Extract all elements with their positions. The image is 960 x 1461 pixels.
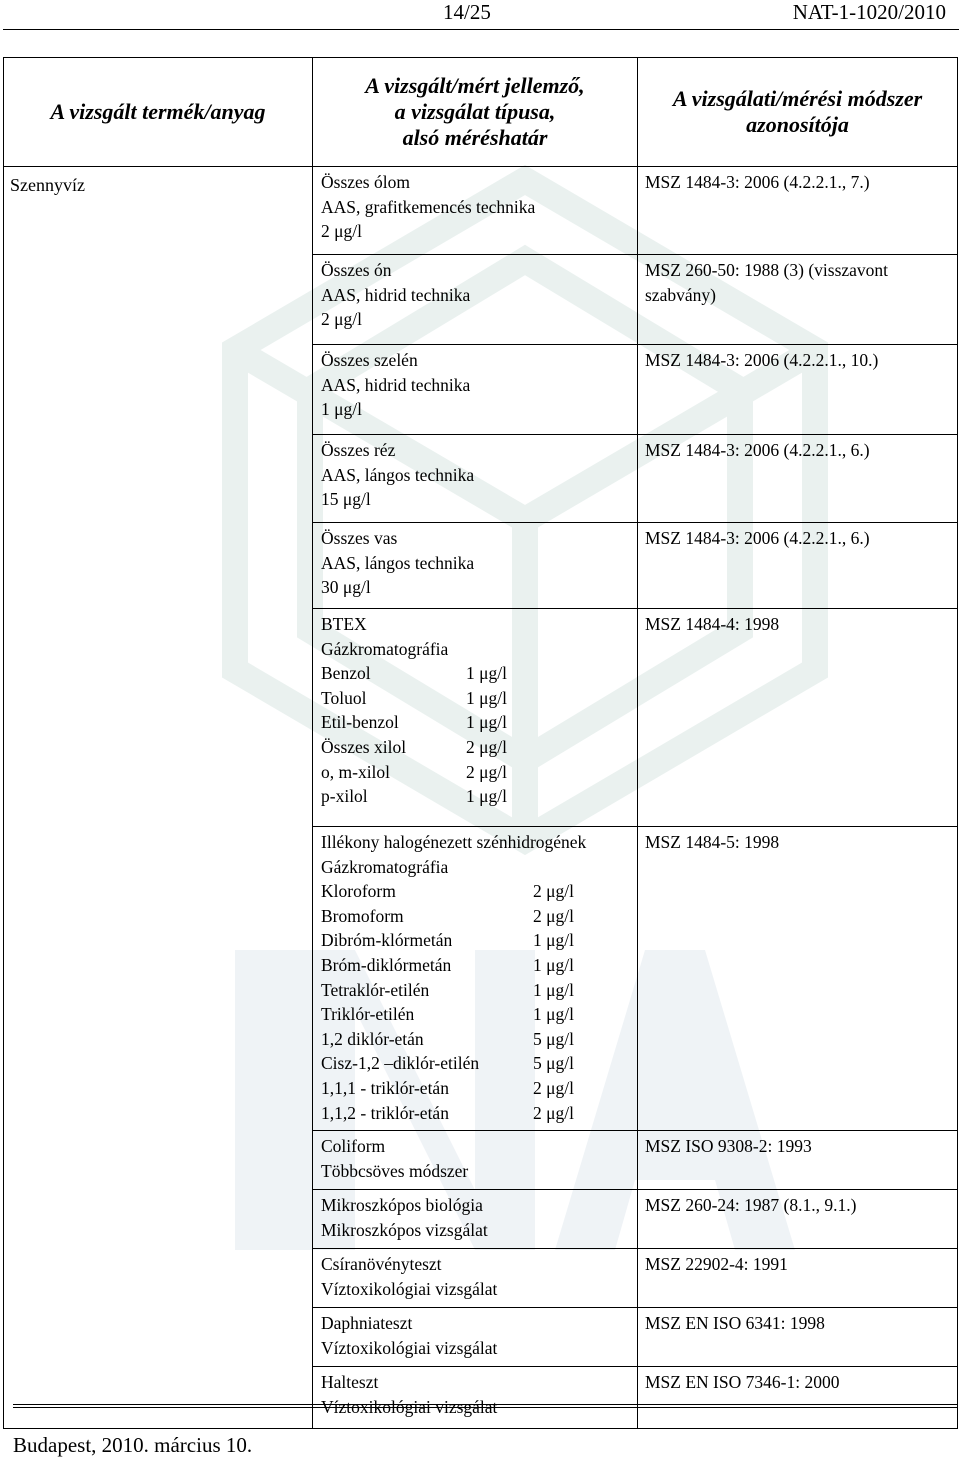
column-header-line: a vizsgálat típusa, (394, 99, 556, 124)
component-name: Triklór-etilén (321, 1004, 415, 1025)
property-line: Összes vas (321, 528, 398, 548)
component-row (321, 686, 637, 711)
property-block (313, 1130, 637, 1189)
method-id: MSZ 1484-5: 1998 (645, 832, 780, 852)
column-header-property (313, 58, 638, 167)
table-header-row (4, 58, 958, 167)
component-name: Tetraklór-etilén (321, 979, 430, 1000)
property-line: Coliform (321, 1136, 386, 1156)
property-line: 2 μg/l (321, 309, 362, 330)
property-line: Összes ólom (321, 172, 410, 192)
component-row (321, 710, 637, 735)
property-line: Gázkromatográfia (321, 856, 449, 877)
property-block (313, 826, 637, 1130)
property-block (313, 167, 637, 254)
method-id: MSZ 1484-3: 2006 (4.2.2.1., 6.) (645, 440, 870, 460)
method-id: MSZ 1484-3: 2006 (4.2.2.1., 7.) (645, 172, 870, 192)
component-row (321, 784, 637, 809)
property-line: Mikroszkópos vizsgálat (321, 1219, 488, 1240)
document-code: NAT-1-1020/2010 (792, 0, 946, 24)
property-block (313, 434, 637, 522)
property-line: Összes szelén (321, 350, 418, 370)
footer-rule-double (13, 1407, 957, 1408)
method-id: MSZ 260-50: 1988 (3) (visszavont (645, 260, 889, 280)
method-id: MSZ EN ISO 6341: 1998 (645, 1313, 825, 1333)
method-id: MSZ 260-24: 1987 (8.1., 9.1.) (645, 1195, 857, 1215)
detection-limit: 2 μg/l (533, 881, 574, 902)
column-header-product (4, 58, 313, 167)
component-name: Cisz-1,2 –diklór-etilén (321, 1053, 480, 1074)
component-row (321, 1002, 637, 1027)
method-block (638, 254, 957, 344)
method-id: MSZ 1484-3: 2006 (4.2.2.1., 6.) (645, 528, 870, 548)
method-block (638, 522, 957, 608)
product-name: Szennyvíz (10, 175, 85, 195)
column-header-method (638, 58, 958, 167)
detection-limit: 1 μg/l (466, 712, 507, 733)
method-id: MSZ ISO 9308-2: 1993 (645, 1136, 812, 1156)
property-line: AAS, lángos technika (321, 464, 475, 485)
property-line: Mikroszkópos biológia (321, 1195, 483, 1215)
property-line: AAS, hidrid technika (321, 284, 471, 305)
property-line: Összes réz (321, 440, 396, 460)
method-block (638, 1307, 957, 1366)
component-row (321, 904, 637, 929)
property-line: Víztoxikológiai vizsgálat (321, 1278, 498, 1299)
component-row (321, 760, 637, 785)
detection-limit: 1 μg/l (533, 1004, 574, 1025)
property-line: 2 μg/l (321, 221, 362, 242)
component-name: 1,1,1 - triklór-etán (321, 1077, 449, 1098)
method-block (638, 434, 957, 522)
property-block (313, 1248, 637, 1307)
method-id: szabvány) (645, 284, 716, 305)
property-cell (313, 167, 638, 1429)
footer-rule (13, 1404, 957, 1405)
method-block (638, 167, 957, 254)
product-cell (4, 167, 313, 1429)
property-block (313, 254, 637, 344)
component-name: Összes xilol (321, 736, 407, 757)
accreditation-table (3, 57, 958, 1429)
column-header-line: alsó méréshatár (402, 125, 548, 150)
property-block (313, 522, 637, 608)
method-block (638, 344, 957, 434)
component-name: 1,1,2 - triklór-etán (321, 1102, 449, 1123)
component-row (321, 978, 637, 1003)
component-name: Toluol (321, 687, 367, 708)
column-header-line: A vizsgált termék/anyag (50, 99, 266, 124)
component-name: Bróm-diklórmetán (321, 954, 452, 975)
component-row (321, 735, 637, 760)
property-line: Összes ón (321, 260, 392, 280)
column-header-line: azonosítója (746, 112, 849, 137)
property-block (313, 608, 637, 826)
component-row (321, 1076, 637, 1101)
property-block (313, 1307, 637, 1366)
component-row (321, 879, 637, 904)
method-block (638, 1366, 957, 1428)
method-cell (638, 167, 958, 1429)
component-row (321, 928, 637, 953)
detection-limit: 1 μg/l (466, 786, 507, 807)
property-line: 15 μg/l (321, 489, 371, 510)
detection-limit: 5 μg/l (533, 1028, 574, 1049)
property-block (313, 1366, 637, 1428)
property-block (313, 1189, 637, 1248)
property-line: Daphniateszt (321, 1313, 413, 1333)
detection-limit: 2 μg/l (466, 736, 507, 757)
component-name: Etil-benzol (321, 712, 399, 733)
method-block (638, 1248, 957, 1307)
method-block (638, 826, 957, 1130)
component-name: 1,2 diklór-etán (321, 1028, 424, 1049)
property-line: Halteszt (321, 1372, 379, 1392)
method-id: MSZ 1484-4: 1998 (645, 614, 780, 634)
table-row (4, 167, 958, 1429)
method-id: MSZ EN ISO 7346-1: 2000 (645, 1372, 840, 1392)
method-id: MSZ 1484-3: 2006 (4.2.2.1., 10.) (645, 350, 879, 370)
detection-limit: 2 μg/l (533, 1102, 574, 1123)
method-block (638, 608, 957, 826)
detection-limit: 1 μg/l (466, 663, 507, 684)
property-line: BTEX (321, 614, 367, 634)
detection-limit: 2 μg/l (533, 1077, 574, 1098)
footer-place-date: Budapest, 2010. március 10. (13, 1433, 253, 1457)
property-line: AAS, lángos technika (321, 552, 475, 573)
property-line: Víztoxikológiai vizsgálat (321, 1337, 498, 1358)
component-name: p-xilol (321, 786, 368, 807)
method-block (638, 1189, 957, 1248)
method-id: MSZ 22902-4: 1991 (645, 1254, 788, 1274)
component-name: Dibróm-klórmetán (321, 930, 453, 951)
component-row (321, 1101, 637, 1126)
detection-limit: 2 μg/l (466, 761, 507, 782)
page-number: 14/25 (443, 0, 491, 24)
component-row (321, 661, 637, 686)
property-line: 1 μg/l (321, 399, 362, 420)
property-line: AAS, hidrid technika (321, 374, 471, 395)
property-line: Gázkromatográfia (321, 638, 449, 659)
method-block (638, 1130, 957, 1189)
component-row (321, 1027, 637, 1052)
header-rule (3, 29, 959, 30)
property-line: Többcsöves módszer (321, 1160, 469, 1181)
component-name: Kloroform (321, 881, 396, 902)
property-line: Csíranövényteszt (321, 1254, 442, 1274)
component-name: Bromoform (321, 905, 404, 926)
detection-limit: 5 μg/l (533, 1053, 574, 1074)
component-row (321, 1051, 637, 1076)
detection-limit: 2 μg/l (533, 905, 574, 926)
detection-limit: 1 μg/l (466, 687, 507, 708)
property-line: AAS, grafitkemencés technika (321, 196, 536, 217)
detection-limit: 1 μg/l (533, 930, 574, 951)
detection-limit: 1 μg/l (533, 979, 574, 1000)
property-line: 30 μg/l (321, 577, 371, 598)
property-block (313, 344, 637, 434)
detection-limit: 1 μg/l (533, 954, 574, 975)
column-header-line: A vizsgált/mért jellemző, (365, 73, 585, 98)
column-header-line: A vizsgálati/mérési módszer (672, 86, 923, 111)
component-name: Benzol (321, 663, 371, 684)
component-name: o, m-xilol (321, 761, 391, 782)
component-row (321, 953, 637, 978)
property-line: Illékony halogénezett szénhidrogének (321, 832, 587, 852)
